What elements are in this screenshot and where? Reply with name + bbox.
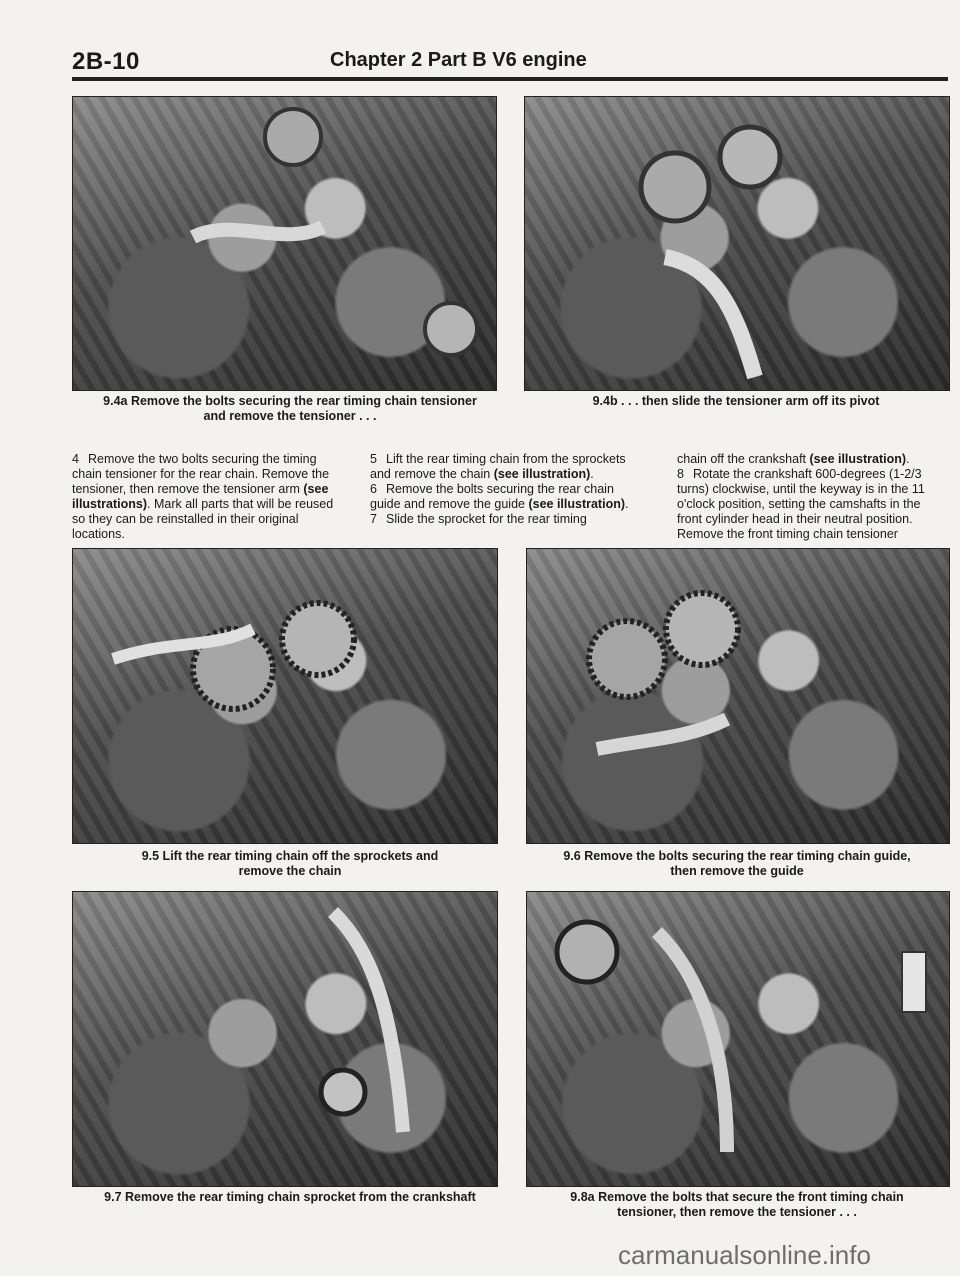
- step-number: 5: [370, 452, 377, 466]
- text-column-3: [677, 452, 945, 542]
- paragraph-step-5: [370, 452, 638, 482]
- step-number: 4: [72, 452, 79, 466]
- photo-9-4b: [524, 96, 950, 391]
- step-number: 6: [370, 482, 377, 496]
- caption-9-8a-line1: 9.8a Remove the bolts that secure the front timing chain: [570, 1190, 904, 1204]
- caption-9-7-line1: 9.7 Remove the rear timing chain sprocket from the crankshaft: [104, 1190, 476, 1204]
- illustration-ref: (see illustration): [528, 497, 625, 511]
- caption-9-8a-line2: tensioner, then remove the tensioner . . .: [617, 1205, 857, 1219]
- photo-9-5: [72, 548, 498, 844]
- step-number: 8: [677, 467, 684, 481]
- step-number: 7: [370, 512, 377, 526]
- caption-9-6: [522, 849, 952, 879]
- step-text: Lift the rear timing chain from the sprockets and remove the chain: [370, 452, 626, 481]
- step-text: chain off the crankshaft: [677, 452, 810, 466]
- caption-9-6-line2: then remove the guide: [670, 864, 804, 878]
- caption-9-5-line1: 9.5 Lift the rear timing chain off the sprockets and: [141, 849, 439, 863]
- paragraph-step-8: [677, 467, 945, 542]
- caption-9-4a-line2: and remove the tensioner . . .: [203, 409, 377, 423]
- illustration-ref: (see illustration): [809, 452, 907, 466]
- illustration-ref: (see illustration): [493, 467, 591, 481]
- caption-9-8a: [526, 1190, 948, 1220]
- photo-9-8a: [526, 891, 950, 1187]
- paragraph-step-4: [72, 452, 340, 542]
- paragraph-step-6: [370, 482, 638, 512]
- step-text: Remove the bolts securing the rear chain guide and remove the guide: [370, 482, 614, 511]
- photo-9-6: [526, 548, 950, 844]
- step-text: .: [625, 497, 629, 511]
- paragraph-step-7: [370, 512, 638, 527]
- caption-9-7: [72, 1190, 508, 1205]
- caption-9-4b-line1: 9.4b . . . then slide the tensioner arm off its pivot: [592, 394, 880, 408]
- watermark: carmanualsonline.info: [618, 1240, 871, 1270]
- illustration-ref: (see illustrations): [72, 482, 329, 511]
- step-text: Rotate the crankshaft 600-degrees (1-2/3 turns) clockwise, until the keyway is in the 11 o'clock position, setting the camshafts in the front cylinder head in their neutral position. Remove the front timing chain tensioner: [677, 467, 925, 541]
- caption-9-6-line1: 9.6 Remove the bolts securing the rear timing chain guide,: [563, 849, 911, 863]
- caption-9-4a-line1: 9.4a Remove the bolts securing the rear timing chain tensioner: [103, 394, 477, 408]
- step-text: Slide the sprocket for the rear timing: [386, 512, 587, 526]
- caption-9-4b: [524, 394, 948, 409]
- step-text: Remove the two bolts securing the timing chain tensioner for the rear chain. Remove the tensioner, then remove the tensioner arm: [72, 452, 330, 496]
- text-column-2: [370, 452, 638, 527]
- caption-9-5: [72, 849, 508, 879]
- step-text: . Mark all parts that will be reused so they can be reinstalled in their original locations.: [72, 497, 334, 541]
- text-column-1: [72, 452, 340, 542]
- step-text: .: [590, 467, 594, 481]
- page-header: [72, 42, 948, 82]
- step-text: .: [906, 452, 910, 466]
- chapter-title: Chapter 2 Part B V6 engine: [330, 49, 587, 71]
- paragraph-step-7-cont: [677, 452, 945, 467]
- page-number: 2B-10: [72, 48, 140, 75]
- caption-9-5-line2: remove the chain: [238, 864, 342, 878]
- photo-9-4a: [72, 96, 497, 391]
- header-rule: [72, 77, 948, 81]
- photo-9-7: [72, 891, 498, 1187]
- caption-9-4a: [72, 394, 508, 424]
